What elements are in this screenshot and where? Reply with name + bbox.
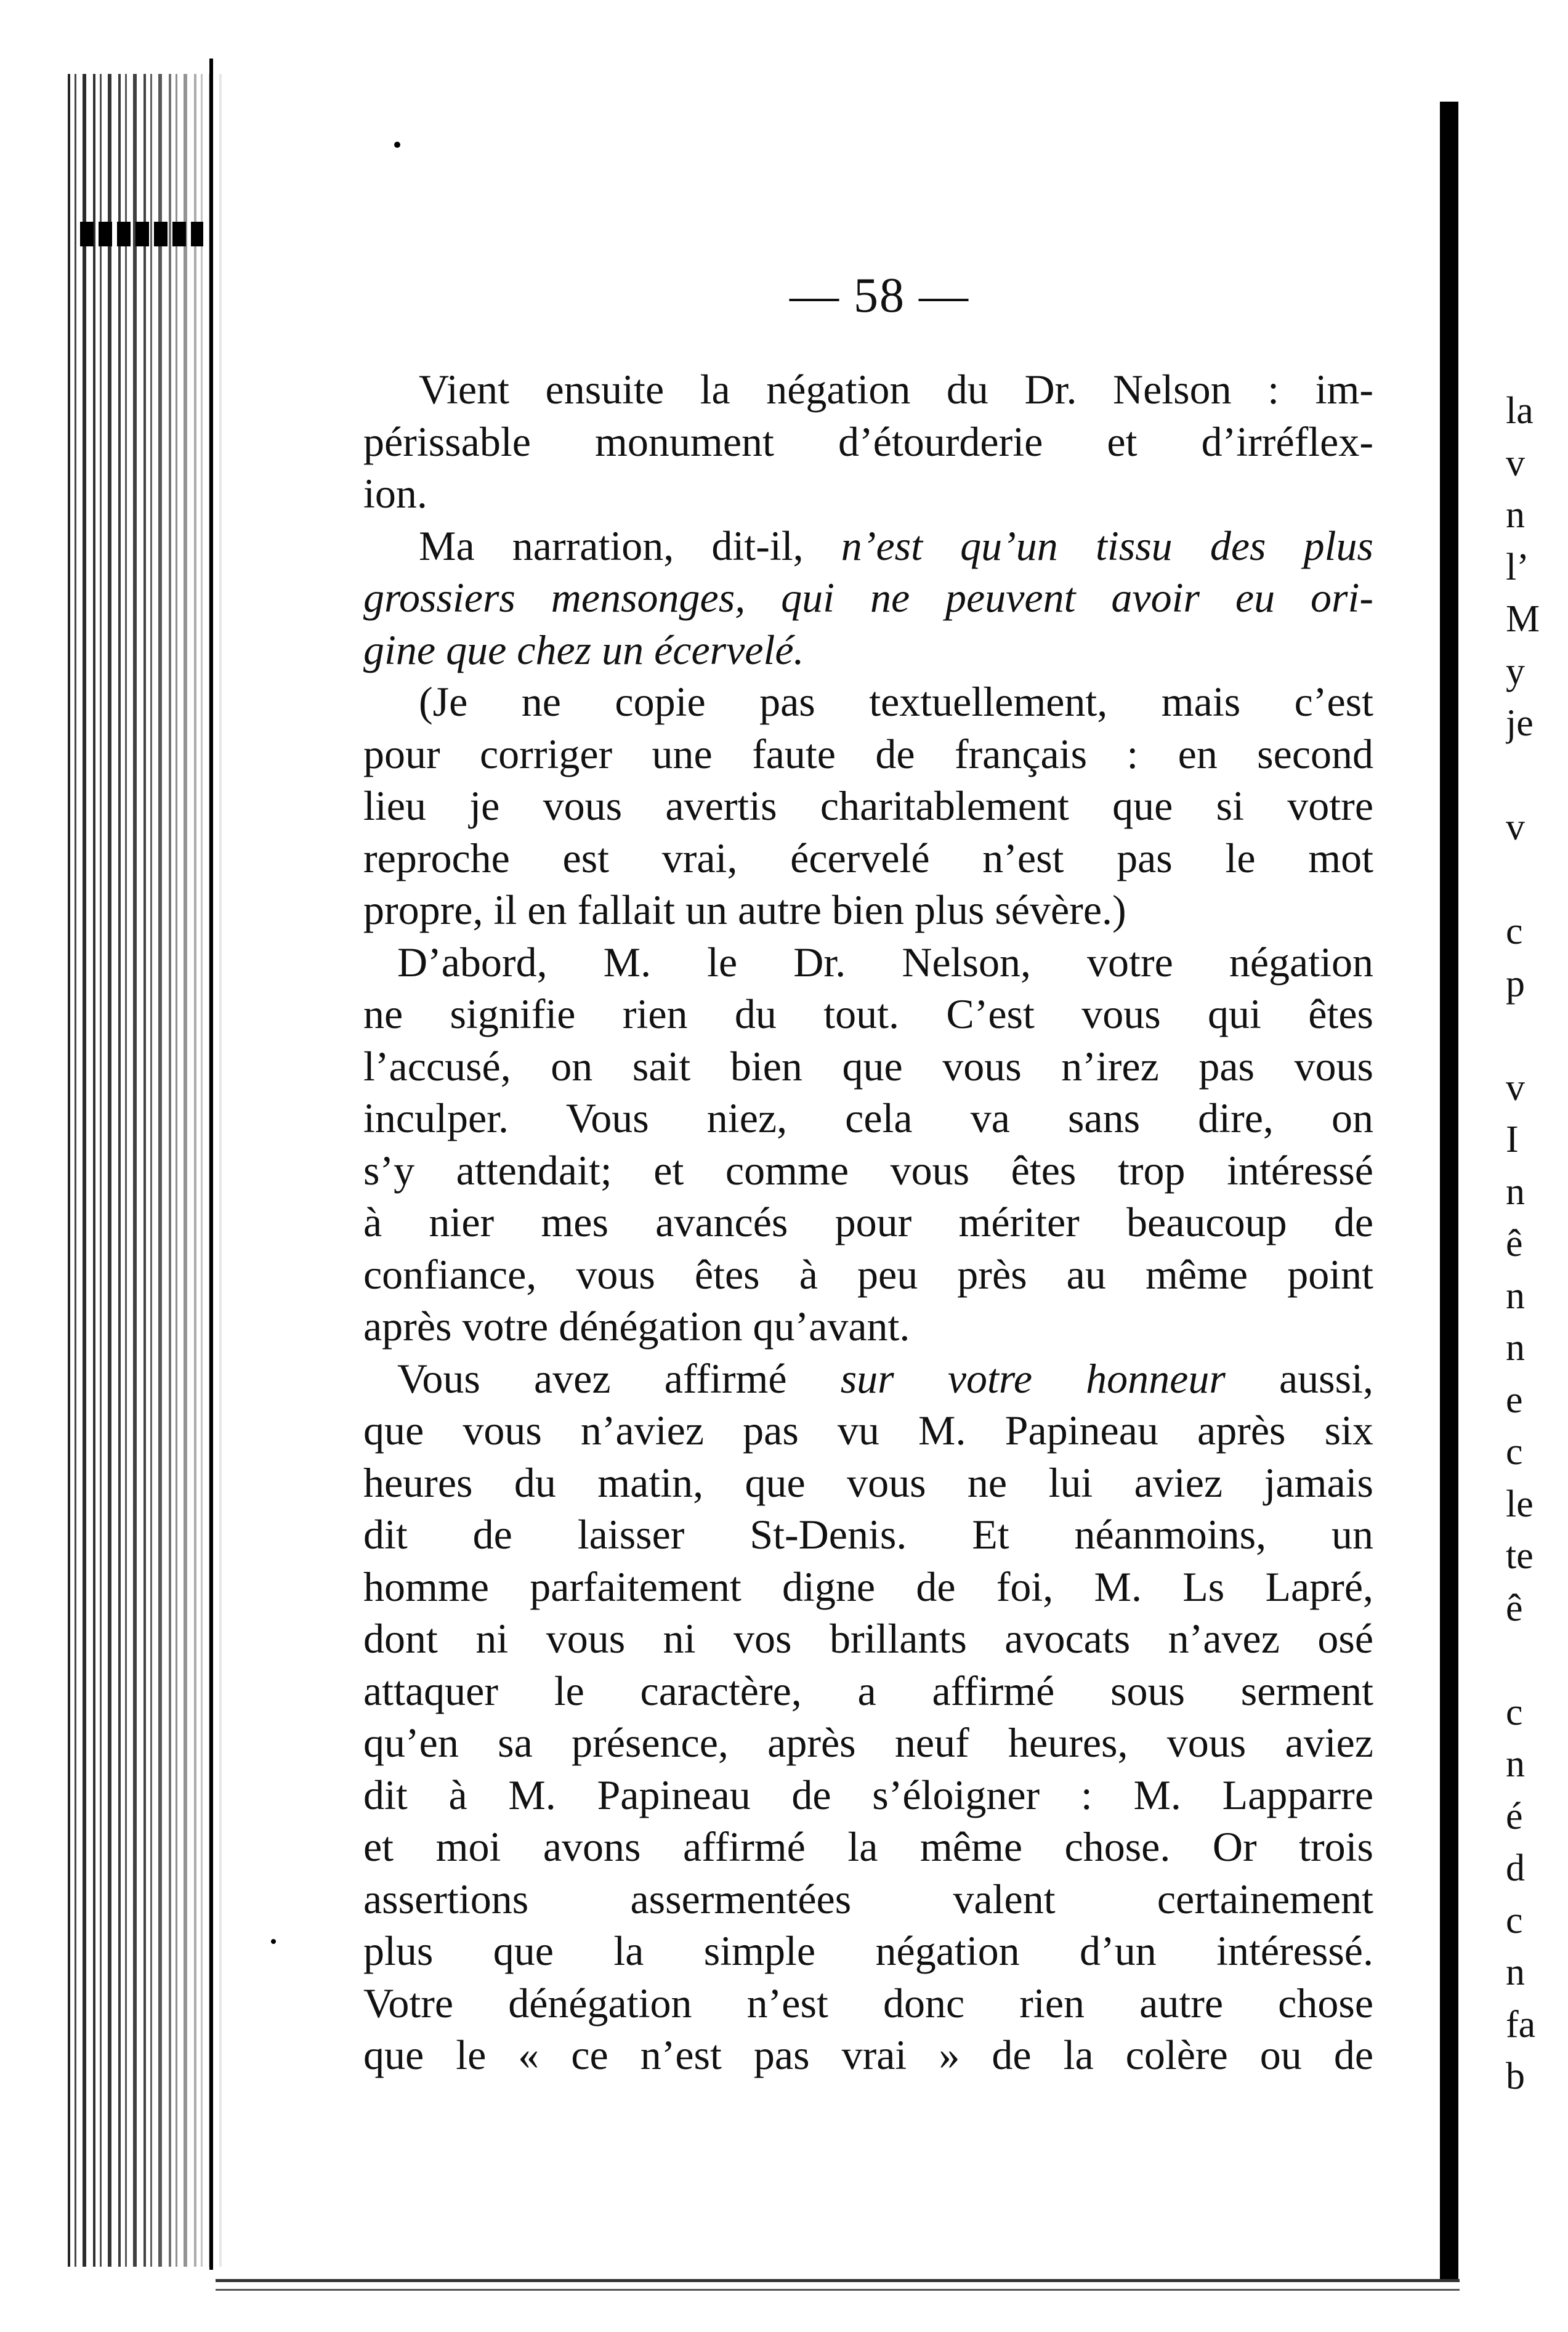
text-run: dit de laisser St-Denis. Et néanmoins, un bbox=[363, 1511, 1373, 1558]
text-line bbox=[363, 728, 1373, 780]
text-line bbox=[363, 832, 1373, 885]
text-line bbox=[363, 520, 1373, 572]
binding-mark bbox=[80, 222, 203, 246]
text-line bbox=[363, 1821, 1373, 1873]
adjacent-page-fragment: v bbox=[1506, 806, 1525, 848]
text-run: attaquer le caractère, a affirmé sous serment bbox=[363, 1667, 1373, 1714]
text-line bbox=[363, 1353, 1373, 1405]
adjacent-page-fragment bbox=[1506, 1010, 1567, 1062]
adjacent-page-fragment: n bbox=[1506, 1743, 1525, 1785]
adjacent-page-fragment: p bbox=[1506, 962, 1525, 1005]
text-run: Vous avez affirmé bbox=[397, 1354, 841, 1402]
text-line bbox=[363, 936, 1373, 989]
text-line bbox=[363, 1717, 1373, 1769]
text-line bbox=[363, 676, 1373, 728]
text-line bbox=[363, 1457, 1373, 1509]
text-run: inculper. Vous niez, cela va sans dire, on bbox=[363, 1095, 1373, 1141]
text-run: aussi, bbox=[1225, 1354, 1373, 1402]
adjacent-page-fragment: ê bbox=[1506, 1587, 1523, 1629]
text-line bbox=[363, 884, 1373, 936]
adjacent-page-fragment bbox=[1506, 750, 1567, 802]
adjacent-page-fragment: M bbox=[1506, 598, 1540, 640]
body-text bbox=[363, 363, 1373, 2081]
adjacent-page-fragment: c bbox=[1506, 1431, 1523, 1473]
text-line bbox=[363, 1925, 1373, 1977]
adjacent-page-fragment: b bbox=[1506, 2055, 1525, 2097]
text-run: que vous n’aviez pas vu M. Papineau après six bbox=[363, 1407, 1373, 1454]
text-run: D’abord, M. le Dr. Nelson, votre négation bbox=[397, 938, 1373, 986]
text-run: s’y attendait; et comme vous êtes trop intéressé bbox=[363, 1146, 1373, 1194]
text-line bbox=[363, 1092, 1373, 1144]
text-run: homme parfaitement digne de foi, M. Ls Lapré, bbox=[363, 1563, 1373, 1610]
italic-text: grossiers mensonges, qui ne peuvent avoir eu ori- bbox=[363, 574, 1373, 621]
adjacent-page-fragment: I bbox=[1506, 1119, 1519, 1160]
text-run: heures du matin, que vous ne lui aviez jamais bbox=[363, 1459, 1373, 1506]
adjacent-page-fragment: d bbox=[1506, 1847, 1525, 1889]
text-run: dit à M. Papineau de s’éloigner : M. Lapparre bbox=[363, 1771, 1373, 1818]
adjacent-page-fragment: e bbox=[1506, 1379, 1523, 1421]
text-line bbox=[363, 1561, 1373, 1613]
adjacent-page-fragment bbox=[1506, 1634, 1567, 1686]
adjacent-page-fragment: n bbox=[1506, 1170, 1525, 1213]
adjacent-page-fragment: je bbox=[1506, 702, 1534, 744]
adjacent-page-fragment: l’ bbox=[1506, 546, 1529, 588]
adjacent-page-fragment: te bbox=[1506, 1535, 1534, 1577]
text-run: et moi avons affirmé la même chose. Or trois bbox=[363, 1823, 1373, 1870]
adjacent-page-fragment: ê bbox=[1506, 1223, 1523, 1265]
text-line bbox=[363, 780, 1373, 832]
text-run: propre, il en fallait un autre bien plus sévère.) bbox=[363, 886, 1126, 933]
text-line bbox=[363, 1977, 1373, 2030]
page-number: — 58 — bbox=[790, 269, 969, 323]
text-line bbox=[363, 572, 1373, 624]
adjacent-page-fragment: v bbox=[1506, 1066, 1525, 1109]
italic-text: sur votre honneur bbox=[840, 1354, 1226, 1402]
adjacent-page-fragment: n bbox=[1506, 494, 1525, 536]
page-bottom-edge-shadow bbox=[216, 2289, 1460, 2291]
italic-text: gine que chez un écervelé. bbox=[363, 626, 804, 673]
text-run: lieu je vous avertis charitablement que si votre bbox=[363, 782, 1373, 829]
adjacent-page-fragment: n bbox=[1506, 1274, 1525, 1317]
adjacent-page-fragment bbox=[1506, 854, 1567, 906]
text-run: qu’en sa présence, après neuf heures, vous aviez bbox=[363, 1719, 1373, 1766]
italic-text: n’est qu’un tissu des plus bbox=[841, 522, 1373, 569]
text-run: Vient ensuite la négation du Dr. Nelson : im- bbox=[419, 366, 1373, 413]
adjacent-page-fragment: n bbox=[1506, 1951, 1525, 1993]
adjacent-page-fragment: c bbox=[1506, 1899, 1523, 1941]
text-line bbox=[363, 1873, 1373, 1925]
page-right-edge bbox=[1440, 102, 1458, 2279]
text-run: confiance, vous êtes à peu près au même point bbox=[363, 1250, 1373, 1298]
text-line bbox=[363, 416, 1373, 468]
text-line bbox=[363, 1144, 1373, 1197]
adjacent-page-fragment: c bbox=[1506, 1691, 1523, 1733]
adjacent-page-fragment: la bbox=[1506, 390, 1534, 432]
adjacent-page-fragment: fa bbox=[1506, 2003, 1536, 2046]
page-gutter-line bbox=[209, 59, 213, 2270]
text-line bbox=[363, 1665, 1373, 1717]
adjacent-page-fragment: é bbox=[1506, 1795, 1523, 1837]
adjacent-page-fragment: v bbox=[1506, 442, 1525, 484]
text-run: dont ni vous ni vos brillants avocats n’avez osé bbox=[363, 1615, 1373, 1662]
ink-speck bbox=[394, 142, 400, 148]
text-run: ne signifie rien du tout. C’est vous qui êtes bbox=[363, 990, 1373, 1037]
adjacent-page-fragment: n bbox=[1506, 1327, 1525, 1369]
adjacent-page-sliver bbox=[1506, 385, 1567, 2103]
text-run: que le « ce n’est pas vrai » de la colère ou de bbox=[363, 2031, 1373, 2078]
page-bottom-edge bbox=[216, 2279, 1460, 2282]
text-line bbox=[363, 1196, 1373, 1249]
text-run: Votre dénégation n’est donc rien autre chose bbox=[363, 1979, 1373, 2026]
text-line bbox=[363, 624, 1373, 676]
text-run: (Je ne copie pas textuellement, mais c’est bbox=[419, 678, 1373, 725]
text-line bbox=[363, 363, 1373, 416]
text-run: périssable monument d’étourderie et d’irréflex- bbox=[363, 418, 1373, 465]
text-line bbox=[363, 2029, 1373, 2081]
text-run: l’accusé, on sait bien que vous n’irez pas vous bbox=[363, 1042, 1373, 1090]
text-line bbox=[363, 1300, 1373, 1353]
adjacent-page-fragment: le bbox=[1506, 1483, 1534, 1525]
text-run: assertions assermentées valent certainement bbox=[363, 1875, 1373, 1922]
binding-shadow-fade bbox=[68, 74, 222, 2267]
text-run: plus que la simple négation d’un intéressé. bbox=[363, 1927, 1373, 1974]
text-line bbox=[363, 1249, 1373, 1301]
text-run: après votre dénégation qu’avant. bbox=[363, 1303, 910, 1350]
text-run: pour corriger une faute de français : en second bbox=[363, 730, 1373, 777]
text-run: à nier mes avancés pour mériter beaucoup de bbox=[363, 1199, 1373, 1245]
text-line bbox=[363, 1769, 1373, 1821]
text-line bbox=[363, 1404, 1373, 1457]
text-run: ion. bbox=[363, 470, 427, 517]
text-line bbox=[363, 1613, 1373, 1665]
text-run: Ma narration, dit-il, bbox=[419, 522, 841, 569]
ink-speck bbox=[271, 1939, 276, 1944]
adjacent-page-fragment: y bbox=[1506, 650, 1525, 692]
text-line bbox=[363, 1508, 1373, 1561]
text-line bbox=[363, 468, 1373, 520]
text-line bbox=[363, 988, 1373, 1040]
text-line bbox=[363, 1040, 1373, 1093]
adjacent-page-fragment: c bbox=[1506, 910, 1523, 952]
text-run: reproche est vrai, écervelé n’est pas le mot bbox=[363, 834, 1373, 881]
